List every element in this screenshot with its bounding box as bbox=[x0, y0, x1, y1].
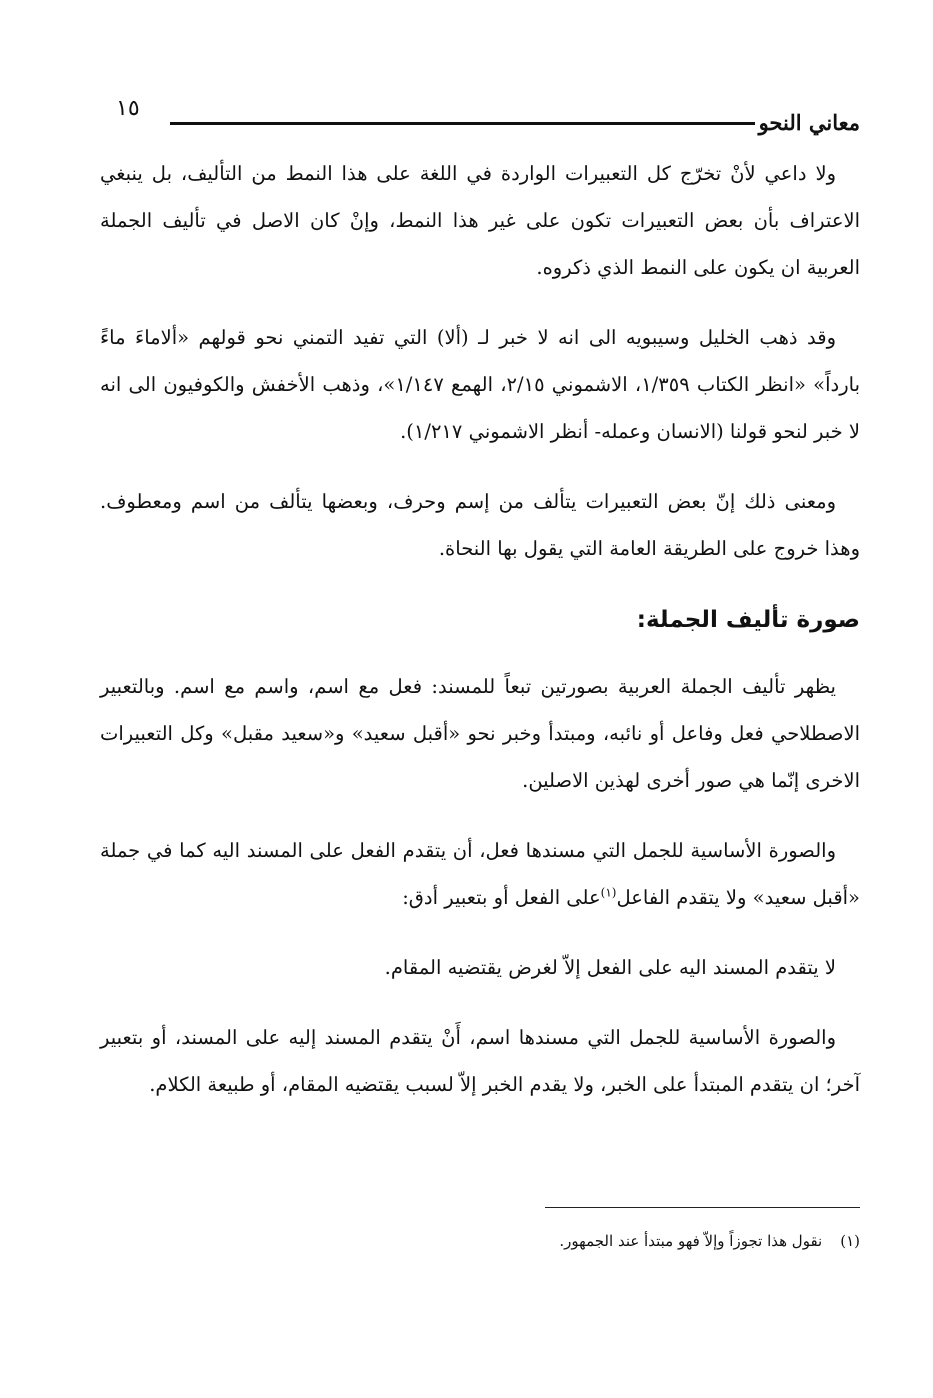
paragraph: ولا داعي لأنْ تخرّج كل التعبيرات الواردة في اللغة على هذا النمط من التأليف، بل ينبغي الاعتراف بأن بعض التعبيرات تكون على غير هذا النمط، وإنْ كان الاصل في تأليف الجملة العربية ان يكون على النمط الذي ذكروه. bbox=[100, 162, 860, 279]
paragraph-text-before-note: والصورة الأساسية للجمل التي مسندها فعل، أن يتقدم الفعل على المسند اليه كما في جملة «أقبل سعيد» ولا يتقدم الفاعل bbox=[100, 839, 860, 909]
paragraph: يظهر تأليف الجملة العربية بصورتين تبعاً للمسند: فعل مع اسم، واسم مع اسم. وبالتعبير الاصطلاحي فعل وفاعل أو نائبه، ومبتدأ وخبر نحو «أقبل سعيد» و«سعيد مقبل» وكل التعبيرات الاخرى إنّما هي صور أخرى لهذين الاصلين. bbox=[100, 675, 860, 792]
paragraph-text-after-note: على الفعل أو بتعبير أدق: bbox=[402, 886, 601, 909]
footnote-separator bbox=[545, 1207, 860, 1208]
paragraph: وقد ذهب الخليل وسيبويه الى انه لا خبر لـ (ألا) التي تفيد التمني نحو قولهم «ألاماءَ ماءً بارداً» «انظر الكتاب ١/٣٥٩، الاشموني ٢/١٥، الهمع ١/١٤٧»، وذهب الأخفش والكوفيون الى انه لا خبر لنحو قولنا (الانسان وعمله- أنظر الاشموني ١/٢١٧). bbox=[100, 326, 860, 443]
footnote bbox=[559, 1232, 860, 1250]
footnote-number: (١) bbox=[840, 1232, 860, 1250]
rule-statement: لا يتقدم المسند اليه على الفعل إلاّ لغرض يقتضيه المقام. bbox=[384, 956, 836, 979]
footnote-reference[interactable]: (١) bbox=[600, 885, 617, 900]
footnote-text: نقول هذا تجوزاً وإلاّ فهو مبتدأ عند الجمهور. bbox=[559, 1232, 823, 1250]
paragraph: والصورة الأساسية للجمل التي مسندها اسم، أَنْ يتقدم المسند إليه على المسند، أو بتعبير آخر؛ ان يتقدم المبتدأ على الخبر، ولا يقدم الخبر إلاّ لسبب يقتضيه المقام، أو طبيعة الكلام. bbox=[100, 1026, 860, 1096]
paragraph-with-footnote bbox=[100, 827, 860, 921]
book-title: معاني النحو bbox=[758, 110, 860, 135]
body-text bbox=[100, 150, 860, 1131]
running-head bbox=[100, 92, 860, 135]
header-rule bbox=[170, 122, 755, 125]
page-number: ١٥ bbox=[116, 96, 140, 121]
paragraph: ومعنى ذلك إنّ بعض التعبيرات يتألف من إسم وحرف، وبعضها يتألف من اسم ومعطوف. وهذا خروج على الطريقة العامة التي يقول بها النحاة. bbox=[100, 490, 860, 560]
section-heading: صورة تأليف الجملة: bbox=[636, 607, 860, 633]
